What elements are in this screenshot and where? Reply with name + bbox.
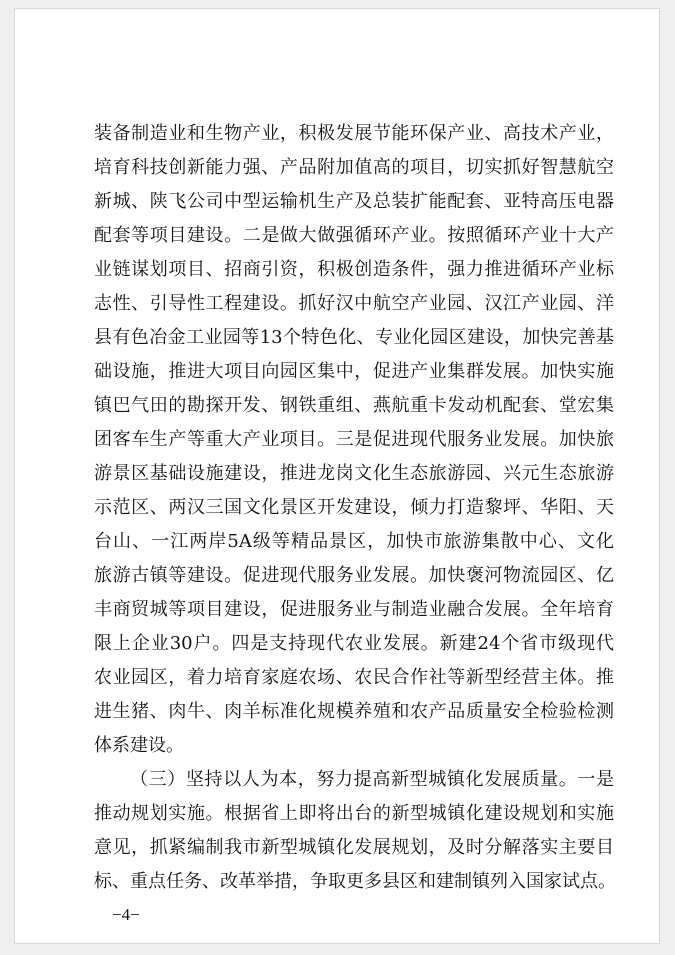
text-line: 业链谋划项目、招商引资，积极创造条件，强力推进循环产业标 xyxy=(94,259,614,280)
page-number: −4− xyxy=(112,905,140,924)
text-line: 台山、一江两岸5A级等精品景区，加快市旅游集散中心、文化 xyxy=(94,531,614,552)
text-line: 配套等项目建设。二是做大做强循环产业。按照循环产业十大产 xyxy=(94,225,614,246)
text-line: 志性、引导性工程建设。抓好汉中航空产业园、汉江产业园、洋 xyxy=(94,293,614,314)
text-line: 团客车生产等重大产业项目。三是促进现代服务业发展。加快旅 xyxy=(94,429,614,450)
text-line: 培育科技创新能力强、产品附加值高的项目，切实抓好智慧航空 xyxy=(94,157,614,178)
text-line: 游景区基础设施建设，推进龙岗文化生态旅游园、兴元生态旅游 xyxy=(94,463,614,484)
text-line: 旅游古镇等建设。促进现代服务业发展。加快褒河物流园区、亿 xyxy=(94,565,614,586)
document-page xyxy=(14,8,660,944)
text-line: 新城、陕飞公司中型运输机生产及总装扩能配套、亚特高压电器 xyxy=(94,191,614,212)
text-line: 丰商贸城等项目建设，促进服务业与制造业融合发展。全年培育 xyxy=(94,599,614,620)
text-line: 示范区、两汉三国文化景区开发建设，倾力打造黎坪、华阳、天 xyxy=(94,497,614,518)
text-line: 装备制造业和生物产业，积极发展节能环保产业、高技术产业， xyxy=(94,123,614,144)
text-line: 标、重点任务、改革举措，争取更多县区和建制镇列入国家试点。 xyxy=(94,871,616,892)
text-line: 限上企业30户。四是支持现代农业发展。新建24个省市级现代 xyxy=(94,633,614,654)
text-line: 推动规划实施。根据省上即将出台的新型城镇化建设规划和实施 xyxy=(94,803,614,824)
text-line: 意见，抓紧编制我市新型城镇化发展规划，及时分解落实主要目 xyxy=(94,837,614,858)
text-line: 镇巴气田的勘探开发、钢铁重组、燕航重卡发动机配套、堂宏集 xyxy=(94,395,614,416)
text-line: 进生猪、肉牛、肉羊标准化规模养殖和农产品质量安全检验检测 xyxy=(94,701,614,722)
text-line: 农业园区，着力培育家庭农场、农民合作社等新型经营主体。推 xyxy=(94,667,614,688)
text-line: 体系建设。 xyxy=(94,735,184,756)
text-line: 础设施，推进大项目向园区集中，促进产业集群发展。加快实施 xyxy=(94,361,614,382)
text-line: 县有色冶金工业园等13个特色化、专业化园区建设，加快完善基 xyxy=(94,327,614,348)
section-heading-line: （三）坚持以人为本，努力提高新型城镇化发展质量。一是 xyxy=(130,769,614,790)
